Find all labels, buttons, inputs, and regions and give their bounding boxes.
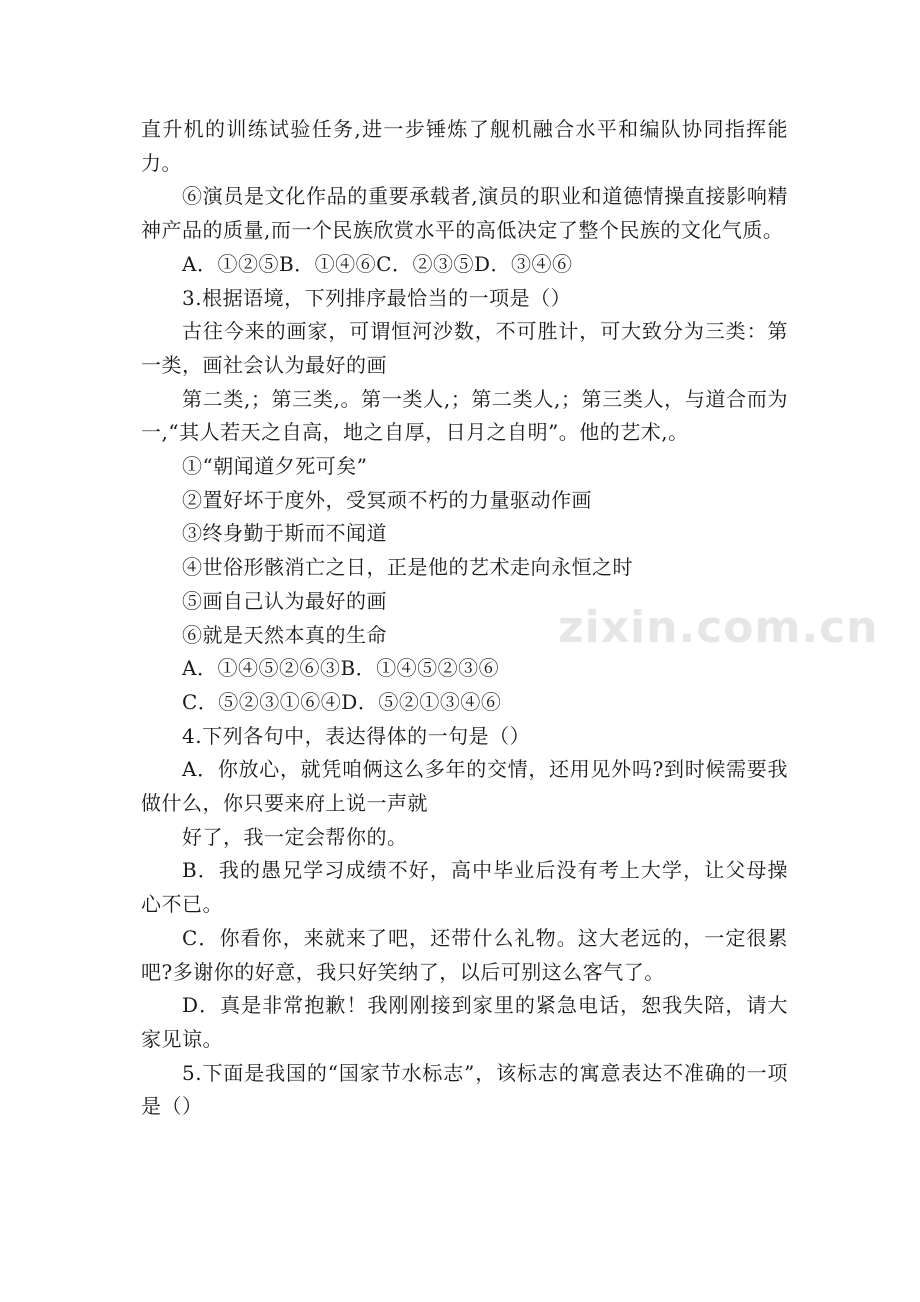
paragraph: C．⑤②③①⑥④D．⑤②①③④⑥ xyxy=(182,689,502,714)
paragraph: A．①④⑤②⑥③B．①④⑤②③⑥ xyxy=(182,656,500,681)
paragraph: 3.根据语境，下列排序最恰当的一项是（） xyxy=(182,285,572,310)
paragraph: 5.下面是我国的“国家节水标志”，该标志的寓意表达不准确的一项是（） xyxy=(141,1060,788,1119)
document-body xyxy=(141,113,788,1124)
watermark-text: zixin.com.cn xyxy=(558,602,879,653)
paragraph: A．①②⑤B．①④⑥C．②③⑤D．③④⑥ xyxy=(182,251,573,276)
paragraph: ⑤画自己认为最好的画 xyxy=(182,588,387,613)
paragraph: 好了，我一定会帮你的。 xyxy=(182,824,408,849)
paragraph: ④世俗形骸消亡之日，正是他的艺术走向永恒之时 xyxy=(182,555,633,580)
paragraph: 古往今来的画家，可谓恒河沙数，不可胜计，可大致分为三类：第一类，画社会认为最好的画 xyxy=(141,319,788,377)
paragraph: ③终身勤于斯而不闻道 xyxy=(182,521,387,546)
paragraph: ⑥演员是文化作品的重要承载者,演员的职业和道德情操直接影响精神产品的质量,而一个民族欣赏水平的高低决定了整个民族的文化气质。 xyxy=(141,184,788,243)
paragraph: ②置好坏于度外，受冥顽不朽的力量驱动作画 xyxy=(182,487,592,512)
paragraph: ⑥就是天然本真的生命 xyxy=(182,622,387,647)
paragraph: ①“朝闻道夕死可矣” xyxy=(182,454,368,479)
paragraph: D．真是非常抱歉！我刚刚接到家里的紧急电话，恕我失陪，请大家见谅。 xyxy=(141,993,788,1051)
paragraph: 直升机的训练试验任务,进一步锤炼了舰机融合水平和编队协同指挥能力。 xyxy=(141,117,788,175)
paragraph: C．你看你，来就来了吧，还带什么礼物。这大老远的，一定很累吧?多谢你的好意，我只好笑纳了，以后可别这么客气了。 xyxy=(141,925,788,984)
paragraph: A．你放心，就凭咱俩这么多年的交情，还用见外吗?到时候需要我做什么，你只要来府上说一声就 xyxy=(141,757,788,816)
paragraph: 4.下列各句中，表达得体的一句是（） xyxy=(182,723,531,748)
paragraph: B．我的愚兄学习成绩不好，高中毕业后没有考上大学，让父母操心不已。 xyxy=(141,858,788,917)
paragraph: 第二类,；第三类,。第一类人,；第二类人,；第三类人，与道合而为一,“其人若天之自高，地之自厚，日月之自明”。他的艺术,。 xyxy=(141,386,788,445)
